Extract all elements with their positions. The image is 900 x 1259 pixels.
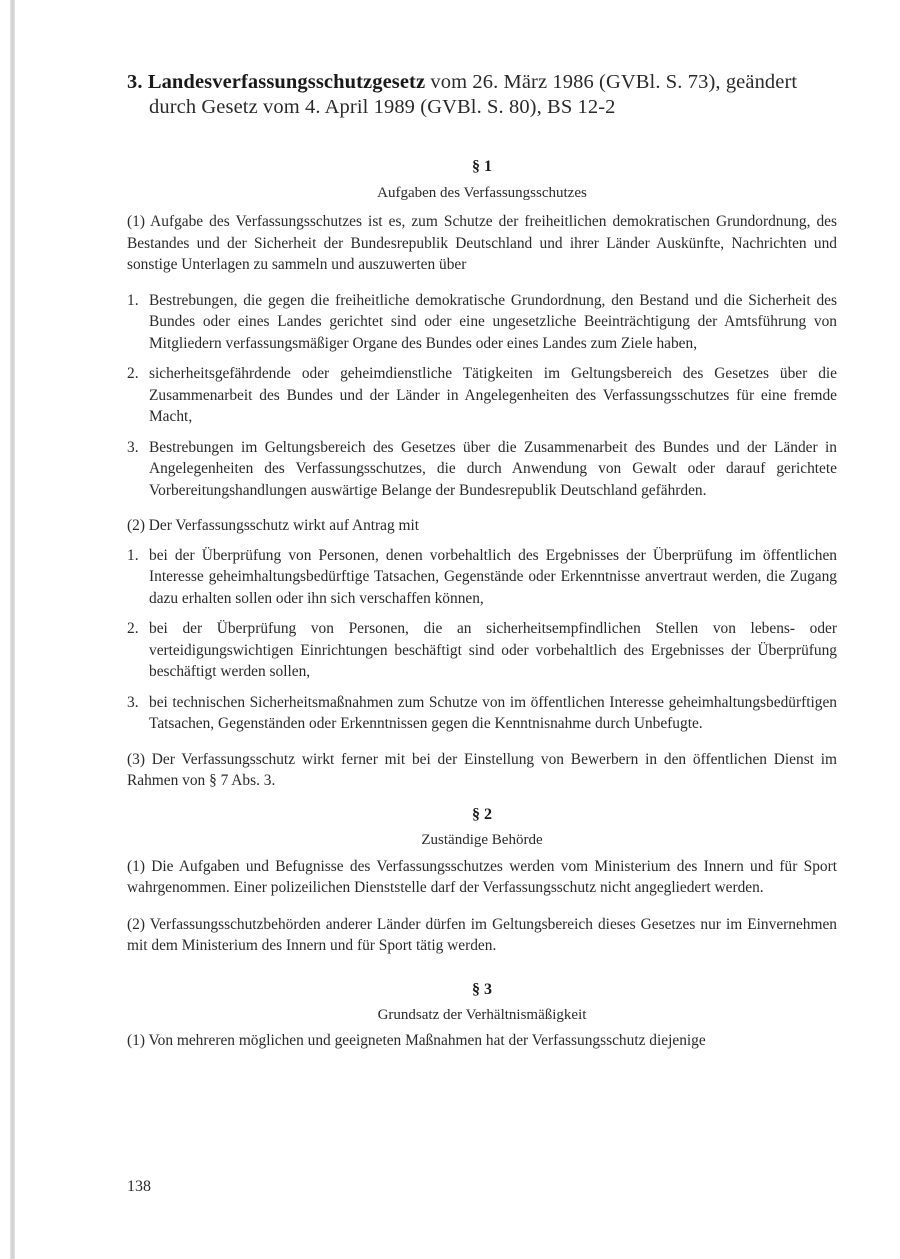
section-2-abs-1: (1) Die Aufgaben und Befugnisse des Verfassungsschutzes werden vom Ministerium des Innern und für Sport wahrgenommen. Einer polizeilichen Dienststelle darf der Verfassungsschutz nicht angegliedert werden. <box>127 857 837 896</box>
list-item-text: Bestrebungen im Geltungsbereich des Gesetzes über die Zusammenarbeit des Bundes und der Länder in Angelegenheiten des Verfassungsschutzes, die durch Anwendung von Gewalt oder darauf gerichtete Vorbereitungshandlungen auswärtige Belange der Bundesrepublik Deutschland gefährden. <box>149 438 837 499</box>
section-1-abs-2-intro: (2) Der Verfassungsschutz wirkt auf Antrag mit <box>127 517 420 534</box>
list-marker: 1. <box>127 546 139 564</box>
list-marker: 2. <box>127 620 139 637</box>
law-citation: vom 26. März 1986 (GVBl. S. 73), geändert durch Gesetz vom 4. April 1989 (GVBl. S. 80), BS 12-2 <box>149 71 798 118</box>
section-1-abs-1-list <box>127 290 837 502</box>
section-heading-1: § 1 <box>472 158 492 175</box>
law-name: Landesverfassungsschutzgesetz <box>147 71 426 93</box>
section-title-1: Aufgaben des Verfassungsschutzes <box>377 185 587 201</box>
page-number: 138 <box>127 1178 151 1195</box>
list-item <box>127 692 837 735</box>
section-heading-2: § 2 <box>472 805 492 823</box>
list-item-text: bei der Überprüfung von Personen, die an sicherheitsempfindlichen Stellen von lebens- oder verteidigungswichtigen Einrichtungen beschäftigt sind oder vorbehaltlich des Ergebnisses der Überprüfung beschäftigt werden sollen, <box>149 620 837 680</box>
list-marker: 1. <box>127 291 139 309</box>
list-item-text: Bestrebungen, die gegen die freiheitliche demokratische Grundordnung, den Bestand und die Sicherheit des Bundes oder eines Landes gerichtet sind oder eine ungesetzliche Beeinträchtigung der Amtsführung von Mitgliedern verfassungsmäßiger Organe des Bundes oder eines Landes zum Ziele haben, <box>149 291 837 352</box>
section-3-abs-1: (1) Von mehreren möglichen und geeigneten Maßnahmen hat der Verfassungsschutz diejenige <box>127 1031 706 1049</box>
list-item <box>127 618 837 683</box>
list-item <box>127 437 837 502</box>
section-1-abs-3: (3) Der Verfassungsschutz wirkt ferner mit bei der Einstellung von Bewerbern in den öffentlichen Dienst im Rahmen von § 7 Abs. 3. <box>127 750 837 789</box>
list-item <box>127 545 837 610</box>
list-item <box>127 290 837 355</box>
list-marker: 3. <box>127 693 139 711</box>
list-item-text: sicherheitsgefährdende oder geheimdienstliche Tätigkeiten im Geltungsbereich des Gesetzes über die Zusammenarbeit des Bundes und der Länder in Angelegenheiten des Verfassungsschutzes für eine fremde Macht, <box>149 365 837 425</box>
section-title-3: Grundsatz der Verhältnismäßigkeit <box>377 1006 587 1023</box>
section-1-abs-1-intro: (1) Aufgabe des Verfassungsschutzes ist es, zum Schutze der freiheitlichen demokratischen Grundordnung, des Bestandes und der Sicherheit der Bundesrepublik Deutschland und ihrer Länder Auskünfte, Nachrichten und sonstige Unterlagen zu sammeln und auszuwerten über <box>127 213 837 273</box>
scan-page-edge <box>10 0 15 1259</box>
section-1-abs-2-list <box>127 545 837 735</box>
section-title-2: Zuständige Behörde <box>421 831 543 848</box>
section-heading-3: § 3 <box>472 980 492 998</box>
list-item <box>127 363 837 428</box>
list-marker: 3. <box>127 438 139 456</box>
law-number: 3. <box>127 71 143 93</box>
document-body <box>127 70 837 1051</box>
list-item-text: bei technischen Sicherheitsmaßnahmen zum Schutze von im öffentlichen Interesse geheimhaltungsbedürftigen Tatsachen, Gegenständen oder Erkenntnissen gegen die Kenntnisnahme durch Unbefugte. <box>149 693 837 732</box>
list-marker: 2. <box>127 365 139 382</box>
list-item-text: bei der Überprüfung von Personen, denen vorbehaltlich des Ergebnisses der Überprüfung im öffentlichen Interesse geheimhaltungsbedürftige Tatsachen, Gegenstände oder Erkenntnisse anvertraut werden, die Zugang dazu erhalten sollen oder ihn sich verschaffen können, <box>149 546 837 607</box>
law-title <box>127 70 837 120</box>
section-2-abs-2: (2) Verfassungsschutzbehörden anderer Länder dürfen im Geltungsbereich dieses Gesetzes nur im Einvernehmen mit dem Ministerium des Innern und für Sport tätig werden. <box>127 915 837 954</box>
